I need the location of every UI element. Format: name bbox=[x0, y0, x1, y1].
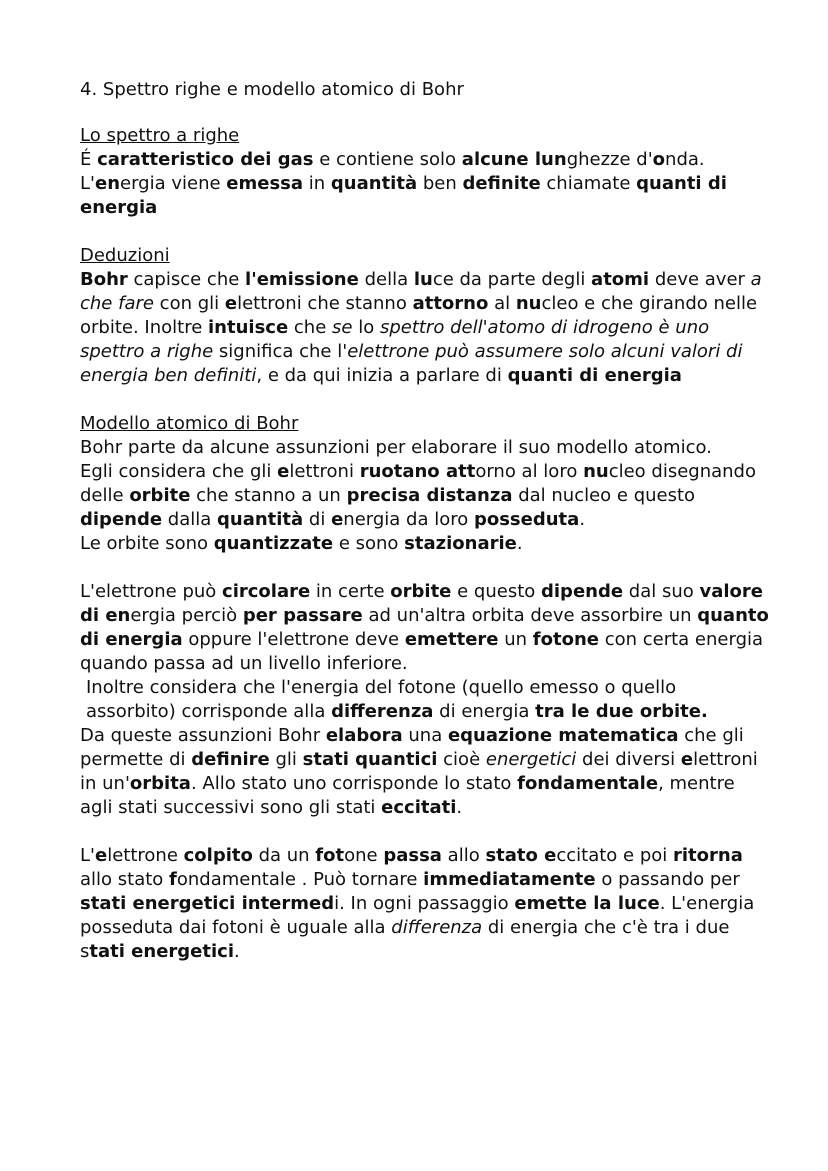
text-run: one bbox=[344, 845, 384, 866]
text-run: con gli bbox=[153, 293, 225, 314]
text-run: cioè bbox=[437, 749, 486, 770]
bold-text: caratteristico dei gas bbox=[97, 149, 314, 170]
bold-text: emettere bbox=[404, 629, 499, 650]
bold-text: fot bbox=[315, 845, 345, 866]
text-run: ce da parte degli bbox=[432, 269, 592, 290]
text-run: che stanno a un bbox=[190, 485, 347, 506]
text-run: . L'energia posseduta dai fotoni è uguale alla bbox=[80, 893, 755, 938]
bold-text: elabora bbox=[325, 725, 403, 746]
italic-text: se bbox=[332, 317, 353, 338]
bold-text: alcune lun bbox=[461, 149, 567, 170]
section-heading-deduzioni: Deduzioni bbox=[80, 245, 170, 266]
text-run: i. In ogni passaggio bbox=[334, 893, 515, 914]
italic-text: a che fare bbox=[80, 269, 762, 314]
bold-text: quantità bbox=[217, 509, 304, 530]
text-run: e contiene solo bbox=[313, 149, 462, 170]
text-run: nergia da loro bbox=[343, 509, 474, 530]
bold-text: definite bbox=[462, 173, 541, 194]
bold-text: orbite bbox=[129, 485, 191, 506]
section-modello bbox=[80, 412, 770, 556]
bold-text: quanti di energia bbox=[80, 173, 727, 218]
text-run: lettroni bbox=[289, 461, 360, 482]
bold-text: nu bbox=[583, 461, 609, 482]
paragraph bbox=[80, 436, 770, 460]
section-elettrone bbox=[80, 580, 770, 820]
text-run: una bbox=[402, 725, 448, 746]
bold-text: passa bbox=[383, 845, 442, 866]
bold-text: dipende bbox=[80, 509, 163, 530]
bold-text: o bbox=[652, 149, 666, 170]
bold-text: f bbox=[169, 869, 177, 890]
bold-text: eccitati bbox=[381, 797, 457, 818]
text-run: L'elettrone può bbox=[80, 581, 223, 602]
text-run: L' bbox=[80, 845, 95, 866]
bold-text: l'emissione bbox=[245, 269, 359, 290]
bold-text: Bohr bbox=[80, 269, 128, 290]
paragraph bbox=[80, 676, 770, 724]
text-run: Le orbite sono bbox=[80, 533, 214, 554]
text-run: lettroni che stanno bbox=[237, 293, 413, 314]
text-run: Bohr parte da alcune assunzioni per elaborare il suo modello atomico. bbox=[80, 437, 712, 458]
bold-text: fotone bbox=[532, 629, 599, 650]
bold-text: e bbox=[331, 509, 344, 530]
paragraph bbox=[80, 580, 770, 676]
text-run: ergia perciò bbox=[130, 605, 243, 626]
text-run: dalla bbox=[162, 509, 217, 530]
text-run: Da queste assunzioni Bohr bbox=[80, 725, 326, 746]
bold-text: stazionarie bbox=[404, 533, 517, 554]
section-spettro bbox=[80, 124, 770, 220]
text-run: al bbox=[488, 293, 516, 314]
text-run: che bbox=[288, 317, 333, 338]
text-run: . bbox=[579, 509, 586, 530]
text-run: gli bbox=[269, 749, 303, 770]
text-run: ghezze d' bbox=[566, 149, 653, 170]
text-run: , e da qui inizia a parlare di bbox=[256, 365, 508, 386]
bold-text: differenza bbox=[331, 701, 434, 722]
text-run: ondamentale . Può tornare bbox=[176, 869, 424, 890]
bold-text: stati energetici intermed bbox=[80, 893, 335, 914]
text-run: un bbox=[498, 629, 533, 650]
document-page bbox=[80, 78, 770, 988]
bold-text: orbite bbox=[390, 581, 452, 602]
section-heading-modello: Modello atomico di Bohr bbox=[80, 413, 299, 434]
text-run: . bbox=[234, 941, 240, 962]
text-run: di energia che c'è tra i due s bbox=[80, 917, 730, 962]
bold-text: precisa distanza bbox=[346, 485, 513, 506]
text-run: ergia viene bbox=[120, 173, 227, 194]
bold-text: valore di en bbox=[80, 581, 763, 626]
bold-text: per passare bbox=[242, 605, 363, 626]
italic-text: elettrone può assumere solo alcuni valori di energia ben definiti bbox=[80, 341, 743, 386]
section-colpito bbox=[80, 844, 770, 964]
bold-text: attorno bbox=[412, 293, 489, 314]
bold-text: ruotano att bbox=[359, 461, 476, 482]
bold-text: en bbox=[94, 173, 121, 194]
text-run: , mentre agli stati successivi sono gli stati bbox=[80, 773, 735, 818]
text-run: dal nucleo e questo bbox=[512, 485, 696, 506]
text-run: ad un'altra orbita deve assorbire un bbox=[362, 605, 698, 626]
text-run: cleo disegnando delle bbox=[80, 461, 756, 506]
text-run: nda. L' bbox=[80, 149, 705, 194]
text-run: che gli permette di bbox=[80, 725, 744, 770]
paragraph bbox=[80, 844, 770, 964]
bold-text: nu bbox=[515, 293, 542, 314]
text-run: e questo bbox=[451, 581, 541, 602]
text-run: di energia bbox=[433, 701, 536, 722]
text-run: lettroni in un' bbox=[80, 749, 758, 794]
text-run: ccitato e poi bbox=[556, 845, 673, 866]
bold-text: tati energetici bbox=[89, 941, 234, 962]
text-run: allo bbox=[441, 845, 486, 866]
text-run: della bbox=[358, 269, 414, 290]
text-run: lettrone bbox=[107, 845, 184, 866]
text-run: Inoltre considera che l'energia del fotone (quello emesso o quello assorbito) corrisponde alla bbox=[86, 677, 677, 722]
bold-text: e bbox=[94, 845, 108, 866]
text-run: . bbox=[516, 533, 523, 554]
text-run: dal suo bbox=[623, 581, 700, 602]
italic-text: energetici bbox=[485, 749, 577, 770]
bold-text: immediatamente bbox=[423, 869, 596, 890]
text-run: con certa energia quando passa ad un livello inferiore. bbox=[80, 629, 764, 674]
bold-text: colpito bbox=[183, 845, 253, 866]
text-run: . Allo stato uno corrisponde lo stato bbox=[190, 773, 518, 794]
bold-text: lu bbox=[413, 269, 433, 290]
bold-text: stato e bbox=[485, 845, 557, 866]
bold-text: atomi bbox=[591, 269, 650, 290]
bold-text: e bbox=[680, 749, 694, 770]
text-run: orno al loro bbox=[475, 461, 584, 482]
bold-text: circolare bbox=[222, 581, 311, 602]
bold-text: posseduta bbox=[473, 509, 580, 530]
page-title: 4. Spettro righe e modello atomico di Bohr bbox=[80, 79, 464, 100]
bold-text: quantizzate bbox=[213, 533, 334, 554]
bold-text: emette la luce bbox=[514, 893, 660, 914]
text-run: chiamate bbox=[540, 173, 637, 194]
text-run: cleo e che girando nelle orbite. Inoltre bbox=[80, 293, 758, 338]
paragraph bbox=[80, 148, 770, 220]
text-run: o passando per bbox=[595, 869, 740, 890]
text-run: significa che l' bbox=[213, 341, 348, 362]
text-run: e sono bbox=[333, 533, 405, 554]
bold-text: definire bbox=[191, 749, 270, 770]
text-run: Egli considera che gli bbox=[80, 461, 278, 482]
paragraph bbox=[80, 724, 770, 820]
text-run: lo bbox=[352, 317, 380, 338]
bold-text: e bbox=[277, 461, 290, 482]
section-heading-spettro: Lo spettro a righe bbox=[80, 125, 240, 146]
text-run: . bbox=[456, 797, 463, 818]
bold-text: quantità bbox=[330, 173, 418, 194]
italic-text: spettro dell'atomo di idrogeno è uno spettro a righe bbox=[80, 317, 710, 362]
text-run: dei diversi bbox=[576, 749, 681, 770]
bold-text: dipende bbox=[541, 581, 624, 602]
bold-text: emessa bbox=[226, 173, 304, 194]
bold-text: equazione matematica bbox=[447, 725, 679, 746]
text-run: oppure l'elettrone deve bbox=[182, 629, 405, 650]
text-run: da un bbox=[252, 845, 316, 866]
text-run: di bbox=[303, 509, 332, 530]
bold-text: stati quantici bbox=[302, 749, 438, 770]
section-deduzioni bbox=[80, 244, 770, 388]
bold-text: quanti di energia bbox=[507, 365, 682, 386]
text-run: É bbox=[80, 149, 98, 170]
bold-text: fondamentale bbox=[517, 773, 659, 794]
paragraph bbox=[80, 532, 770, 556]
bold-text: ritorna bbox=[673, 845, 743, 866]
italic-text: differenza bbox=[391, 917, 483, 938]
text-run: allo stato bbox=[80, 869, 170, 890]
text-run: in certe bbox=[310, 581, 391, 602]
bold-text: e bbox=[224, 293, 238, 314]
paragraph bbox=[80, 268, 770, 388]
text-run: capisce che bbox=[127, 269, 246, 290]
text-run: ben bbox=[417, 173, 463, 194]
paragraph bbox=[80, 460, 770, 532]
text-run: deve aver bbox=[649, 269, 751, 290]
bold-text: tra le due orbite. bbox=[535, 701, 708, 722]
bold-text: intuisce bbox=[208, 317, 289, 338]
bold-text: quanto di energia bbox=[80, 605, 769, 650]
bold-text: orbita bbox=[129, 773, 191, 794]
text-run: in bbox=[303, 173, 331, 194]
